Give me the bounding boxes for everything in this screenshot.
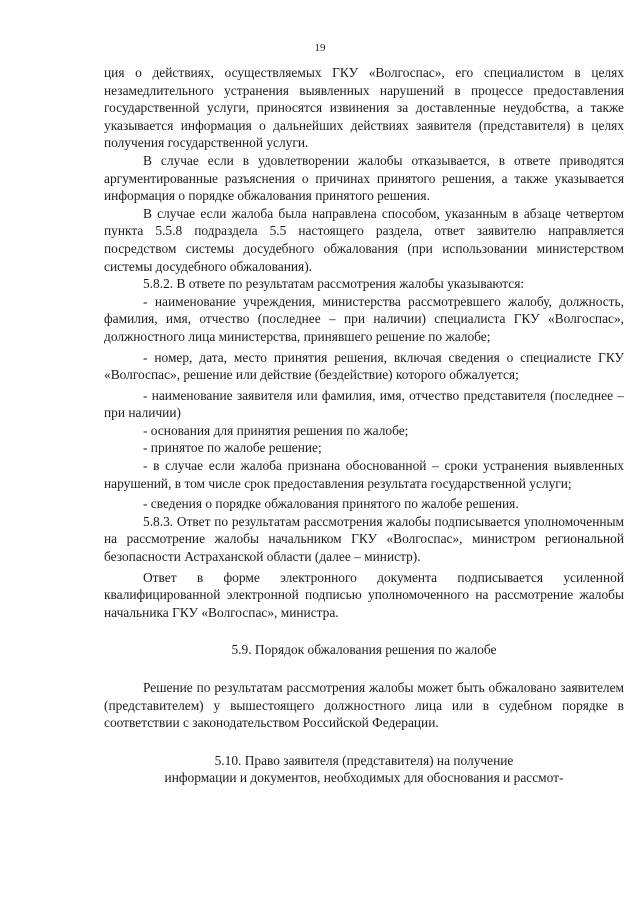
paragraph: Решение по результатам рассмотрения жалобы может быть обжаловано заявителем (представителем) у вышестоящего должностного лица или в судебном порядке в соответствии с законодательством Российской Федерации. <box>104 680 624 731</box>
document-body <box>104 64 624 787</box>
paragraph: В случае если в удовлетворении жалобы отказывается, в ответе приводятся аргументированные разъяснения о причинах принятого решения, а также указывается информация о порядке обжалования принятого решения. <box>104 152 624 204</box>
heading-line: 5.10. Право заявителя (представителя) на получение <box>214 752 514 768</box>
paragraph: В случае если жалоба была направлена способом, указанным в абзаце четвертом пункта 5.5.8 подраздела 5.5 настоящего раздела, ответ заявителю направляется посредством системы досудебного обжалования (при использовании министерством системы досудебного обжалования). <box>104 205 624 274</box>
list-item: - основания для принятия решения по жалобе; <box>143 422 409 438</box>
heading-line: информации и документов, необходимых для обоснования и рассмот- <box>164 770 564 786</box>
paragraph: 5.8.3. Ответ по результатам рассмотрения жалобы подписывается уполномоченным на рассмотрение жалобы начальником ГКУ «Волгоспас», министром региональной безопасности Астраханской области (далее – министр). <box>104 513 624 565</box>
page-number: 19 <box>314 42 326 54</box>
list-item: - сведения о порядке обжалования принятого по жалобе решения. <box>143 496 519 512</box>
list-item: - в случае если жалоба признана обоснованной – сроки устранения выявленных нарушений, в том числе срок предоставления результата государственной услуги; <box>104 458 624 491</box>
list-item: - номер, дата, место принятия решения, включая сведения о специалисте ГКУ «Волгоспас», решение или действие (бездействие) которого обжалуется; <box>104 349 624 383</box>
paragraph: Ответ в форме электронного документа подписывается усиленной квалифицированной электронной подписью уполномоченного на рассмотрение жалобы начальника ГКУ «Волгоспас», министра. <box>104 569 624 620</box>
list-item: - наименование учреждения, министерства рассмотревшего жалобу, должность, фамилия, имя, отчество (последнее – при наличии) специалиста ГКУ «Волгоспас», должностного лица министерства, принявшего решение по жалобе; <box>104 293 624 344</box>
section-heading-5-9: 5.9. Порядок обжалования решения по жалобе <box>231 642 497 658</box>
paragraph: 5.8.2. В ответе по результатам рассмотрения жалобы указываются: <box>143 276 525 292</box>
list-item: - наименование заявителя или фамилия, имя, отчество представителя (последнее – при наличии) <box>104 387 624 421</box>
list-item: - принятое по жалобе решение; <box>143 440 322 456</box>
paragraph: ция о действиях, осуществляемых ГКУ «Волгоспас», его специалистом в целях незамедлительного устранения выявленных нарушений в процессе предоставления государственной услуги, приносятся извинения за доставленные неудобства, а также указывается информация о дальнейших действиях заявителя (представителя) в целях получения государственной услуги. <box>104 65 624 151</box>
section-heading-5-10 <box>104 752 624 787</box>
